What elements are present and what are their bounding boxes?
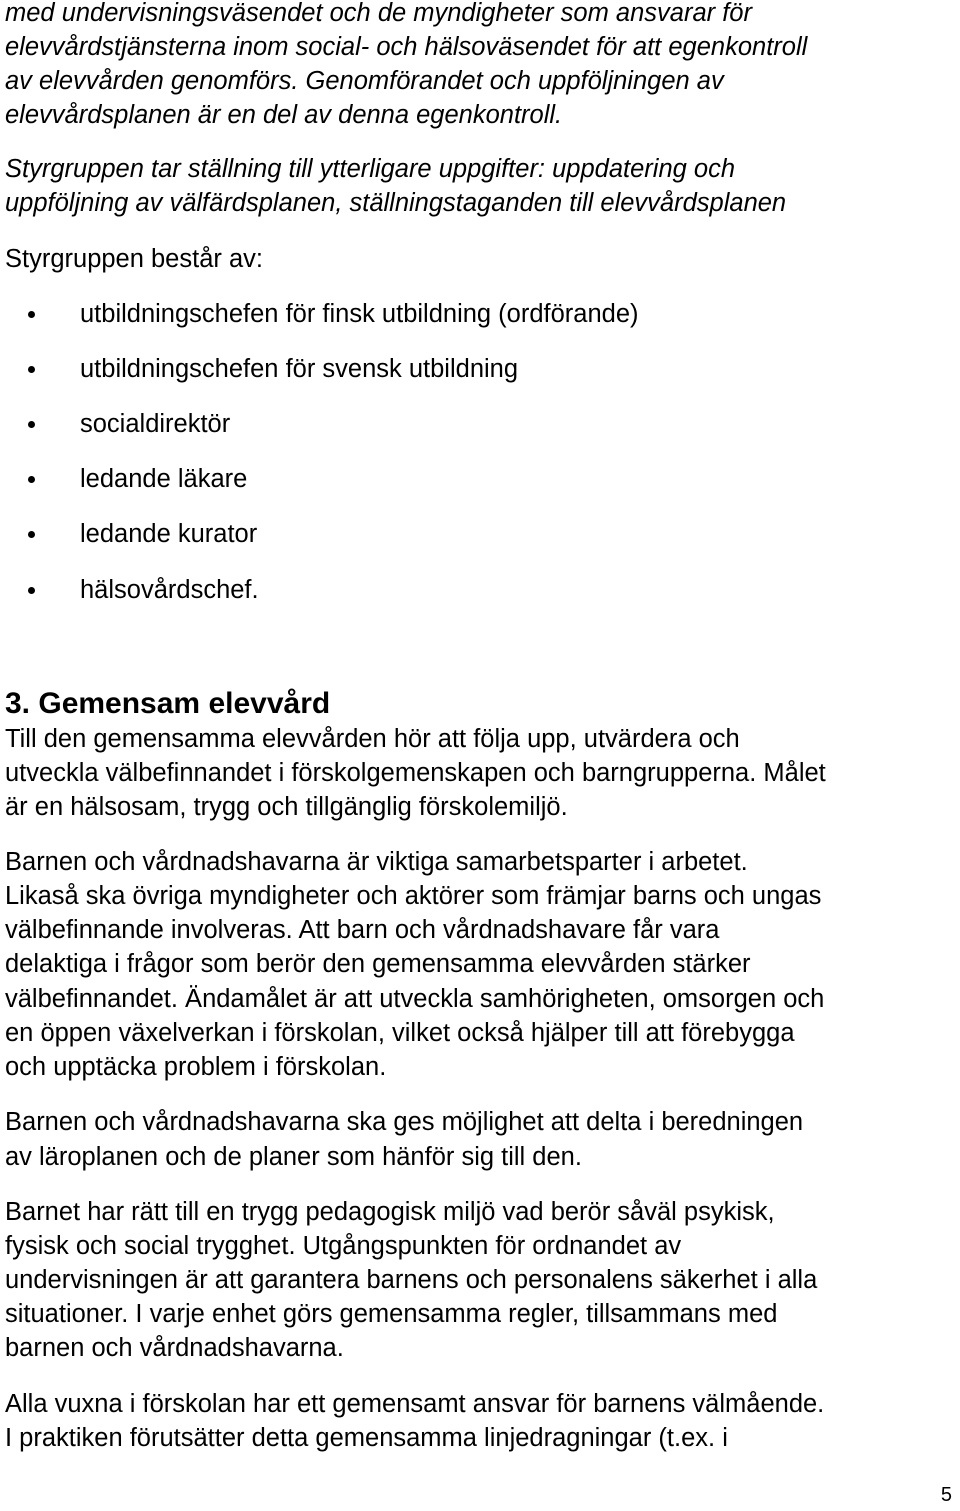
- list-item: [0, 407, 960, 441]
- intro-line: med undervisningsväsendet och de myndigheter som ansvarar för: [5, 0, 752, 27]
- body-line: Alla vuxna i förskolan har ett gemensamt ansvar för barnens välmående.: [5, 1390, 825, 1418]
- body-line: I praktiken förutsätter detta gemensamma linjedragningar (t.ex. i: [5, 1424, 728, 1452]
- body-line: är en hälsosam, trygg och tillgänglig förskolemiljö.: [5, 793, 568, 821]
- intro-line: av elevvården genomförs. Genomförandet och uppföljningen av: [5, 67, 724, 95]
- list-item: [0, 573, 960, 607]
- body-line: Barnen och vårdnadshavarna är viktiga samarbetsparter i arbetet.: [5, 848, 748, 876]
- body-line: undervisningen är att garantera barnens och personalens säkerhet i alla: [5, 1266, 818, 1294]
- list-item-label: hälsovårdschef.: [80, 576, 259, 604]
- section-heading: 3. Gemensam elevvård: [5, 687, 331, 720]
- bullet-icon: [28, 476, 35, 483]
- body-line: delaktiga i frågor som berör den gemensamma elevvården stärker: [5, 950, 751, 978]
- list-item-label: utbildningschefen för svensk utbildning: [80, 355, 519, 383]
- intro-line: uppföljning av välfärdsplanen, ställningstaganden till elevvårdsplanen: [5, 189, 787, 217]
- body-line: av läroplanen och de planer som hänför sig till den.: [5, 1143, 582, 1171]
- page-number: 5: [940, 1484, 952, 1506]
- list-item: [0, 297, 960, 331]
- bullet-icon: [28, 366, 35, 373]
- body-line: Barnen och vårdnadshavarna ska ges möjlighet att delta i beredningen: [5, 1108, 804, 1136]
- list-item-label: socialdirektör: [80, 410, 231, 438]
- bullet-icon: [28, 587, 35, 594]
- intro-line: Styrgruppen tar ställning till ytterligare uppgifter: uppdatering och: [5, 155, 735, 183]
- intro-line: elevvårdstjänsterna inom social- och hälsoväsendet för att egenkontroll: [5, 33, 808, 61]
- list-item-label: utbildningschefen för finsk utbildning (ordförande): [80, 300, 639, 328]
- bullet-icon: [28, 421, 35, 428]
- list-item-label: ledande läkare: [80, 465, 248, 493]
- body-line: Likaså ska övriga myndigheter och aktörer som främjar barns och ungas: [5, 882, 822, 910]
- body-line: situationer. I varje enhet görs gemensamma regler, tillsammans med: [5, 1300, 778, 1328]
- list-item: [0, 462, 960, 496]
- body-line: utveckla välbefinnandet i förskolgemenskapen och barngrupperna. Målet: [5, 759, 826, 787]
- body-line: barnen och vårdnadshavarna.: [5, 1334, 344, 1362]
- body-line: en öppen växelverkan i förskolan, vilket också hjälper till att förebygga: [5, 1019, 795, 1047]
- body-line: välbefinnandet. Ändamålet är att utveckla samhörigheten, omsorgen och: [5, 985, 825, 1013]
- body-line: fysisk och social trygghet. Utgångspunkten för ordnandet av: [5, 1232, 682, 1260]
- list-item: [0, 352, 960, 386]
- bullet-icon: [28, 311, 35, 318]
- body-line: välbefinnande involveras. Att barn och vårdnadshavare får vara: [5, 916, 720, 944]
- body-line: Barnet har rätt till en trygg pedagogisk miljö vad berör såväl psykisk,: [5, 1198, 775, 1226]
- members-intro: Styrgruppen består av:: [5, 245, 263, 273]
- intro-line: elevvårdsplanen är en del av denna egenkontroll.: [5, 101, 563, 129]
- list-item: [0, 517, 960, 551]
- bullet-icon: [28, 531, 35, 538]
- body-line: Till den gemensamma elevvården hör att följa upp, utvärdera och: [5, 725, 740, 753]
- body-line: och upptäcka problem i förskolan.: [5, 1053, 387, 1081]
- list-item-label: ledande kurator: [80, 520, 258, 548]
